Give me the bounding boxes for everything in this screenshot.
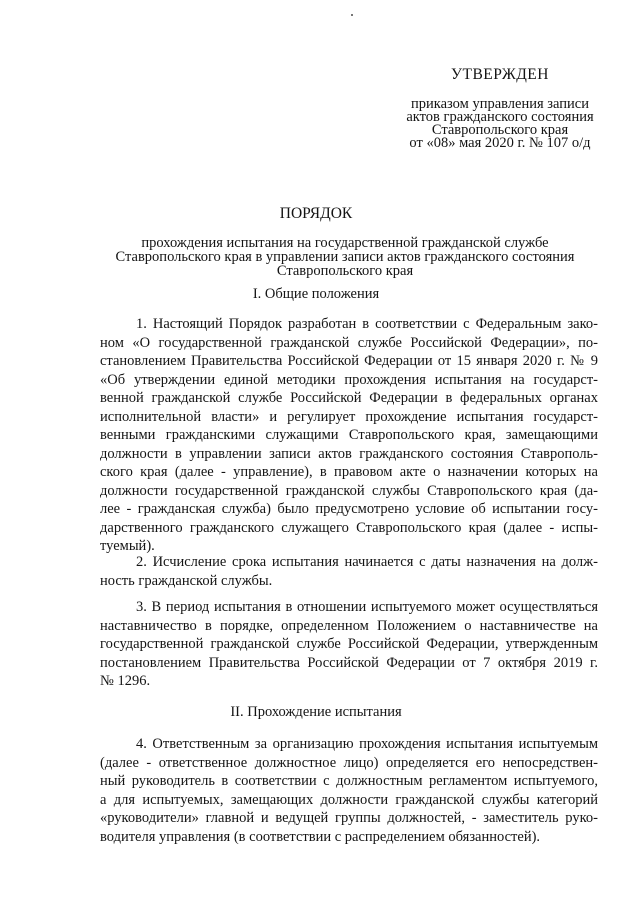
text-line: венной гражданской службе Российской Федерации в федеральных органах: [100, 390, 598, 406]
text-line: 3. В период испытания в отношении испытуемого может осуществляться: [136, 599, 598, 615]
section-heading: I. Общие положения: [252, 286, 380, 302]
document-title: ПОРЯДОК: [279, 205, 353, 222]
approval-line: от «08» мая 2020 г. № 107 о/д: [409, 135, 591, 151]
text-line: водителя управления (в соответствии с распределением обязанностей).: [100, 828, 541, 845]
text-line: ный руководитель в соответствии с должностным регламентом испытуемого,: [100, 773, 598, 789]
text-line: исполнительной власти» и регулирует прохождение испытания государст-: [100, 408, 598, 425]
paragraph-4: [100, 735, 598, 846]
text-line: «Об утверждении единой методики прохождения испытания на государст-: [100, 371, 598, 388]
text-line: № 1296.: [100, 673, 151, 689]
text-line: «руководители» главной и ведущей группы должностей, - заместитель руко-: [100, 810, 598, 826]
text-line: 2. Исчисление срока испытания начинается с даты назначения на долж-: [136, 554, 598, 570]
text-line: должности государственной гражданской службы Ставропольского края (да-: [100, 482, 598, 499]
text-line: 1. Настоящий Порядок разработан в соответствии с Федеральным зако-: [136, 316, 598, 332]
text-line: лее - гражданская служба) было предусмотрено условие об испытании госу-: [100, 501, 598, 517]
paragraph-1: [100, 315, 598, 556]
subtitle-line: Ставропольского края в управлении записи актов гражданского состояния: [115, 249, 575, 265]
scan-speck: [351, 14, 353, 16]
text-line: а для испытуемых, замещающих должности гражданской службы категорий: [100, 791, 598, 808]
approval-line: приказом управления записи: [411, 96, 589, 112]
text-line: становлением Правительства Российской Федерации от 15 января 2020 г. № 9: [100, 353, 598, 369]
approval-line: актов гражданского состояния: [406, 109, 594, 125]
text-line: постановлением Правительства Российской Федерации от 7 октября 2019 г.: [100, 654, 598, 671]
text-line: туемый).: [100, 538, 155, 554]
section-heading: II. Прохождение испытания: [230, 704, 402, 720]
text-line: дарственного гражданского служащего Ставропольского края (далее - испы-: [100, 519, 598, 536]
text-line: должности в управлении записи актов гражданского состояния Ставрополь-: [100, 445, 598, 462]
paragraph-3: [100, 598, 598, 691]
approval-line: Ставропольского края: [431, 122, 569, 138]
text-line: государственной гражданской службе Российской Федерации, утвержденным: [100, 636, 598, 652]
subtitle-line: прохождения испытания на государственной гражданской службе: [141, 235, 549, 251]
text-line: (далее - ответственное должностное лицо) определяется его непосредствен-: [100, 754, 598, 771]
text-line: ность гражданской службы.: [100, 572, 273, 589]
text-line: ского края (далее - управление), в правовом акте о назначении которых на: [100, 464, 598, 480]
subtitle-line: Ставропольского края: [276, 263, 414, 279]
text-line: 4. Ответственным за организацию прохождения испытания испытуемым: [136, 736, 598, 752]
document-subtitle: [100, 236, 590, 278]
text-line: наставничество в порядке, определенном Положением о наставничестве на: [100, 617, 598, 634]
approval-title: УТВЕРЖДЕН: [451, 66, 549, 83]
paragraph-2: [100, 553, 598, 590]
approval-block: [380, 66, 620, 150]
text-line: ном «О государственной гражданской службе Российской Федерации», по-: [100, 334, 598, 351]
text-line: венными гражданскими служащими Ставропольского края, замещающими: [100, 427, 598, 443]
